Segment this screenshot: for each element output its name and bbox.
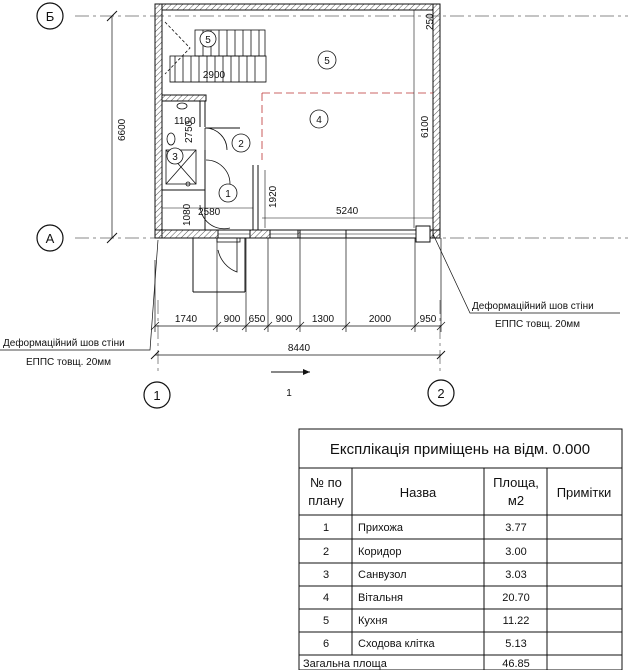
total-value: 46.85 <box>502 658 530 670</box>
dim-label: 1740 <box>174 314 198 325</box>
explication-table-text <box>303 441 611 670</box>
row-num: 1 <box>322 522 330 534</box>
note-right-line2: ЕППС товщ. 20мм <box>495 319 581 330</box>
row-area: 3.00 <box>505 546 527 558</box>
header-notes: Примітки <box>556 485 612 500</box>
dim-label: 650 <box>248 314 266 325</box>
row-num: 3 <box>322 569 330 581</box>
room-marker: 5 <box>205 35 211 46</box>
section-mark <box>271 369 310 399</box>
dim-label: 900 <box>275 314 293 325</box>
row-area: 3.03 <box>505 569 527 581</box>
total-label: Загальна площа <box>303 658 387 670</box>
section-mark-label: 1 <box>286 388 292 399</box>
row-name: Прихожа <box>358 522 404 534</box>
room-marker: 3 <box>172 152 178 163</box>
axis-label-1: 1 <box>153 388 161 403</box>
dim-label: 950 <box>419 314 437 325</box>
row-num: 4 <box>322 592 330 604</box>
exterior-walls <box>155 4 440 238</box>
row-name: Кухня <box>358 615 388 627</box>
dim-2580: 2580 <box>198 207 221 218</box>
note-right-line1: Деформаційний шов стіни <box>472 301 594 312</box>
dimension-8440 <box>151 343 445 359</box>
dim-1080: 1080 <box>182 203 193 226</box>
room-marker: 4 <box>316 115 322 126</box>
axis-bubble-a <box>37 225 63 251</box>
dim-2900: 2900 <box>202 70 226 81</box>
row-area: 3.77 <box>505 522 527 534</box>
expansion-joint-note-left <box>0 240 158 368</box>
dim-label: 1300 <box>311 314 335 325</box>
dim-1100: 1100 <box>174 116 196 127</box>
room-marker: 1 <box>225 189 231 200</box>
note-left-line2: ЕППС товщ. 20мм <box>26 357 112 368</box>
dim-label: 900 <box>223 314 241 325</box>
dim-5240: 5240 <box>336 206 359 217</box>
axis-label-b: Б <box>45 9 55 24</box>
dim-2750: 2750 <box>184 120 195 143</box>
room-marker: 5 <box>324 56 330 67</box>
dim-6600: 6600 <box>117 118 128 141</box>
dim-label: 2000 <box>368 314 392 325</box>
row-num: 5 <box>322 615 330 627</box>
dim-6100: 6100 <box>420 115 431 138</box>
row-area: 11.22 <box>502 615 530 627</box>
table-title: Експлікація приміщень на відм. 0.000 <box>329 441 591 458</box>
axis-bubble-b <box>37 3 63 29</box>
dim-8440: 8440 <box>287 343 311 354</box>
row-name: Вітальня <box>358 592 403 604</box>
expansion-joint-note-right <box>433 234 620 330</box>
row-area: 20.70 <box>502 592 530 604</box>
header-num-line2: плану <box>308 493 344 508</box>
dimension-6600 <box>107 11 128 243</box>
row-name: Санвузол <box>358 569 407 581</box>
note-left-line1: Деформаційний шов стіни <box>3 338 125 349</box>
row-num: 2 <box>322 546 330 558</box>
bottom-dimension-labels <box>175 314 437 325</box>
dim-250: 250 <box>425 13 436 30</box>
header-num-line1: № по <box>310 475 342 490</box>
explication-table <box>299 429 622 670</box>
row-name: Сходова клітка <box>358 638 435 650</box>
axis-label-a: А <box>45 231 55 246</box>
header-area-line2: м2 <box>507 493 525 508</box>
axis-label-2: 2 <box>437 386 445 401</box>
header-name: Назва <box>399 485 437 500</box>
header-area-line1: Площа, <box>493 475 539 490</box>
axis-bubble-2 <box>428 380 454 406</box>
row-area: 5.13 <box>505 638 527 650</box>
row-num: 6 <box>322 638 330 650</box>
axis-bubble-1 <box>144 382 170 408</box>
row-name: Коридор <box>358 546 402 558</box>
room-marker: 2 <box>238 139 244 150</box>
dim-1920: 1920 <box>268 185 279 208</box>
